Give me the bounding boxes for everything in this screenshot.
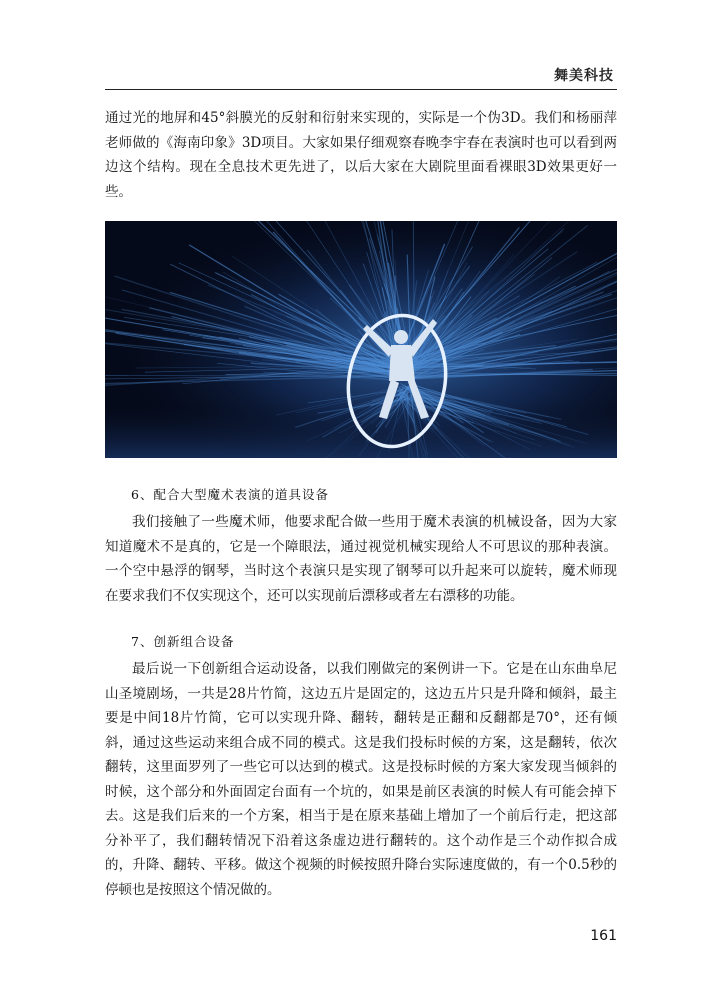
stage-performance-photo: [105, 221, 617, 458]
page-number: 161: [590, 928, 617, 944]
paragraph-section-6: 我们接触了一些魔术师，他要求配合做一些用于魔术表演的机械设备，因为大家知道魔术不是真的，它是一个障眼法，通过视觉机械实现给人不可思议的那种表演。一个空中悬浮的钢琴，当时这个表演只是实现了钢琴可以升起来可以旋转，魔术师现在要求我们不仅实现这个，还可以实现前后漂移或者左右漂移的功能。: [105, 514, 617, 604]
section-heading-6: 6、配合大型魔术表演的道具设备: [131, 487, 329, 502]
running-header-title: 舞美科技: [554, 68, 614, 84]
paragraph-section-7: 最后说一下创新组合运动设备，以我们刚做完的案例讲一下。它是在山东曲阜尼山圣境剧场，一共是28片竹简，这边五片是固定的，这边五片只是升降和倾斜，最主要是中间18片竹简，它可以实现升降、翻转，翻转是正翻和反翻都是70°，还有倾斜，通过这些运动来组合成不同的模式。这是我们投标时候的方案，这是翻转，依次翻转，这里面罗列了一些它可以达到的模式。这是投标时候的方案大家发现当倾斜的时候，这个部分和外面固定台面有一个坑的，如果是前区表演的时候人有可能会掉下去。这是我们后来的一个方案，相当于是在原来基础上增加了一个前后行走，把这部分补平了，我们翻转情况下沿着这条虚边进行翻转的。这个动作是三个动作拟合成的，升降、翻转、平移。做这个视频的时候按照升降台实际速度做的，有一个0.5秒的停顿也是按照这个情况做的。: [105, 661, 617, 898]
section-heading-7: 7、创新组合设备: [131, 634, 235, 649]
performance-illustration: [105, 221, 617, 458]
paragraph-intro: 通过光的地屏和45°斜膜光的反射和衍射来实现的，实际是一个伪3D。我们和杨丽萍老师做的《海南印象》3D项目。大家如果仔细观察春晚李宇春在表演时也可以看到两边这个结构。现在全息技术更先进了，以后大家在大剧院里面看裸眼3D效果更好一些。: [105, 110, 617, 200]
header-rule: [105, 89, 617, 90]
